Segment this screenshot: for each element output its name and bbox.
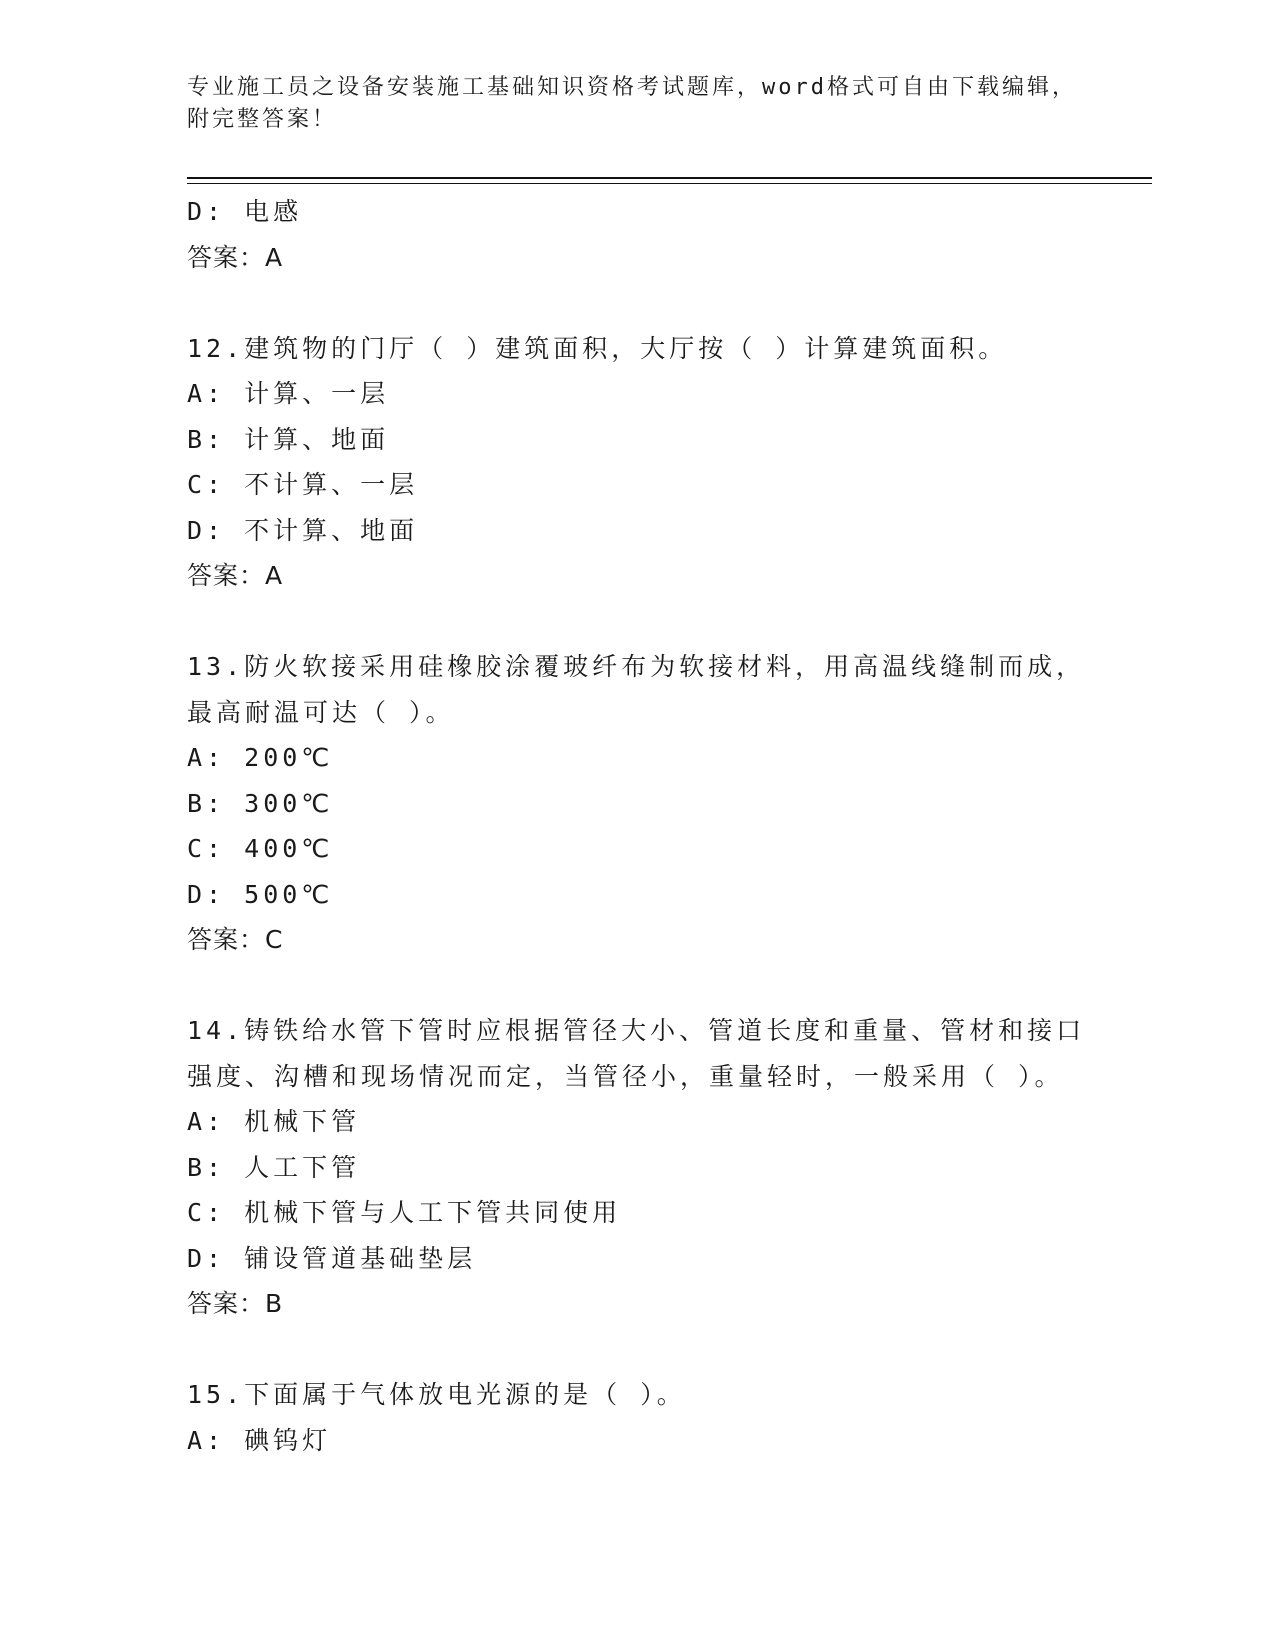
document-header xyxy=(187,72,1087,136)
option-d: D: 500℃ xyxy=(187,879,334,909)
option-d: D: 铺设管道基础垫层 xyxy=(187,1243,477,1273)
option-d: D: 电感 xyxy=(187,197,303,226)
option-c: C: 机械下管与人工下管共同使用 xyxy=(187,1198,622,1227)
option-b: B: 人工下管 xyxy=(187,1152,361,1182)
spacer xyxy=(187,963,1087,1009)
answer-line: 答案：A xyxy=(187,242,284,272)
question-stem: 15.下面属于气体放电光源的是（ ）。 xyxy=(187,1380,686,1409)
header-line-1: 专业施工员之设备安装施工基础知识资格考试题库，word格式可自由下载编辑， xyxy=(187,75,1077,100)
question-stem: 14.铸铁给水管下管时应根据管径大小、管道长度和重量、管材和接口 xyxy=(187,1016,1086,1045)
option-b: B: 300℃ xyxy=(187,788,334,818)
question-stem-continued: 最高耐温可达（ ）。 xyxy=(187,697,455,727)
question-stem-continued: 强度、沟槽和现场情况而定，当管径小，重量轻时，一般采用（ ）。 xyxy=(187,1061,1064,1091)
spacer xyxy=(187,599,1087,645)
option-a: A: 计算、一层 xyxy=(187,379,390,408)
option-a: A: 机械下管 xyxy=(187,1107,361,1136)
option-d: D: 不计算、地面 xyxy=(187,515,419,545)
header-divider-thick xyxy=(187,177,1152,179)
answer-line: 答案：B xyxy=(187,1289,284,1318)
question-12 xyxy=(187,326,1087,599)
question-15 xyxy=(187,1372,1087,1463)
header-line-2: 附完整答案！ xyxy=(187,107,338,132)
option-c: C: 400℃ xyxy=(187,834,334,863)
option-c: C: 不计算、一层 xyxy=(187,470,419,499)
header-divider-thin xyxy=(187,183,1152,184)
spacer xyxy=(187,1327,1087,1373)
question-13 xyxy=(187,644,1087,963)
spacer xyxy=(187,280,1087,326)
answer-line: 答案：A xyxy=(187,561,284,590)
option-a: A: 碘钨灯 xyxy=(187,1425,332,1455)
question-stem: 13.防火软接采用硅橡胶涂覆玻纤布为软接材料，用高温线缝制而成， xyxy=(187,652,1086,681)
answer-line: 答案：C xyxy=(187,925,284,954)
option-b: B: 计算、地面 xyxy=(187,424,390,454)
question-14 xyxy=(187,1008,1087,1327)
question-list xyxy=(187,189,1087,1463)
option-a: A: 200℃ xyxy=(187,743,334,772)
question-stem: 12.建筑物的门厅（ ）建筑面积，大厅按（ ）计算建筑面积。 xyxy=(187,333,1008,363)
